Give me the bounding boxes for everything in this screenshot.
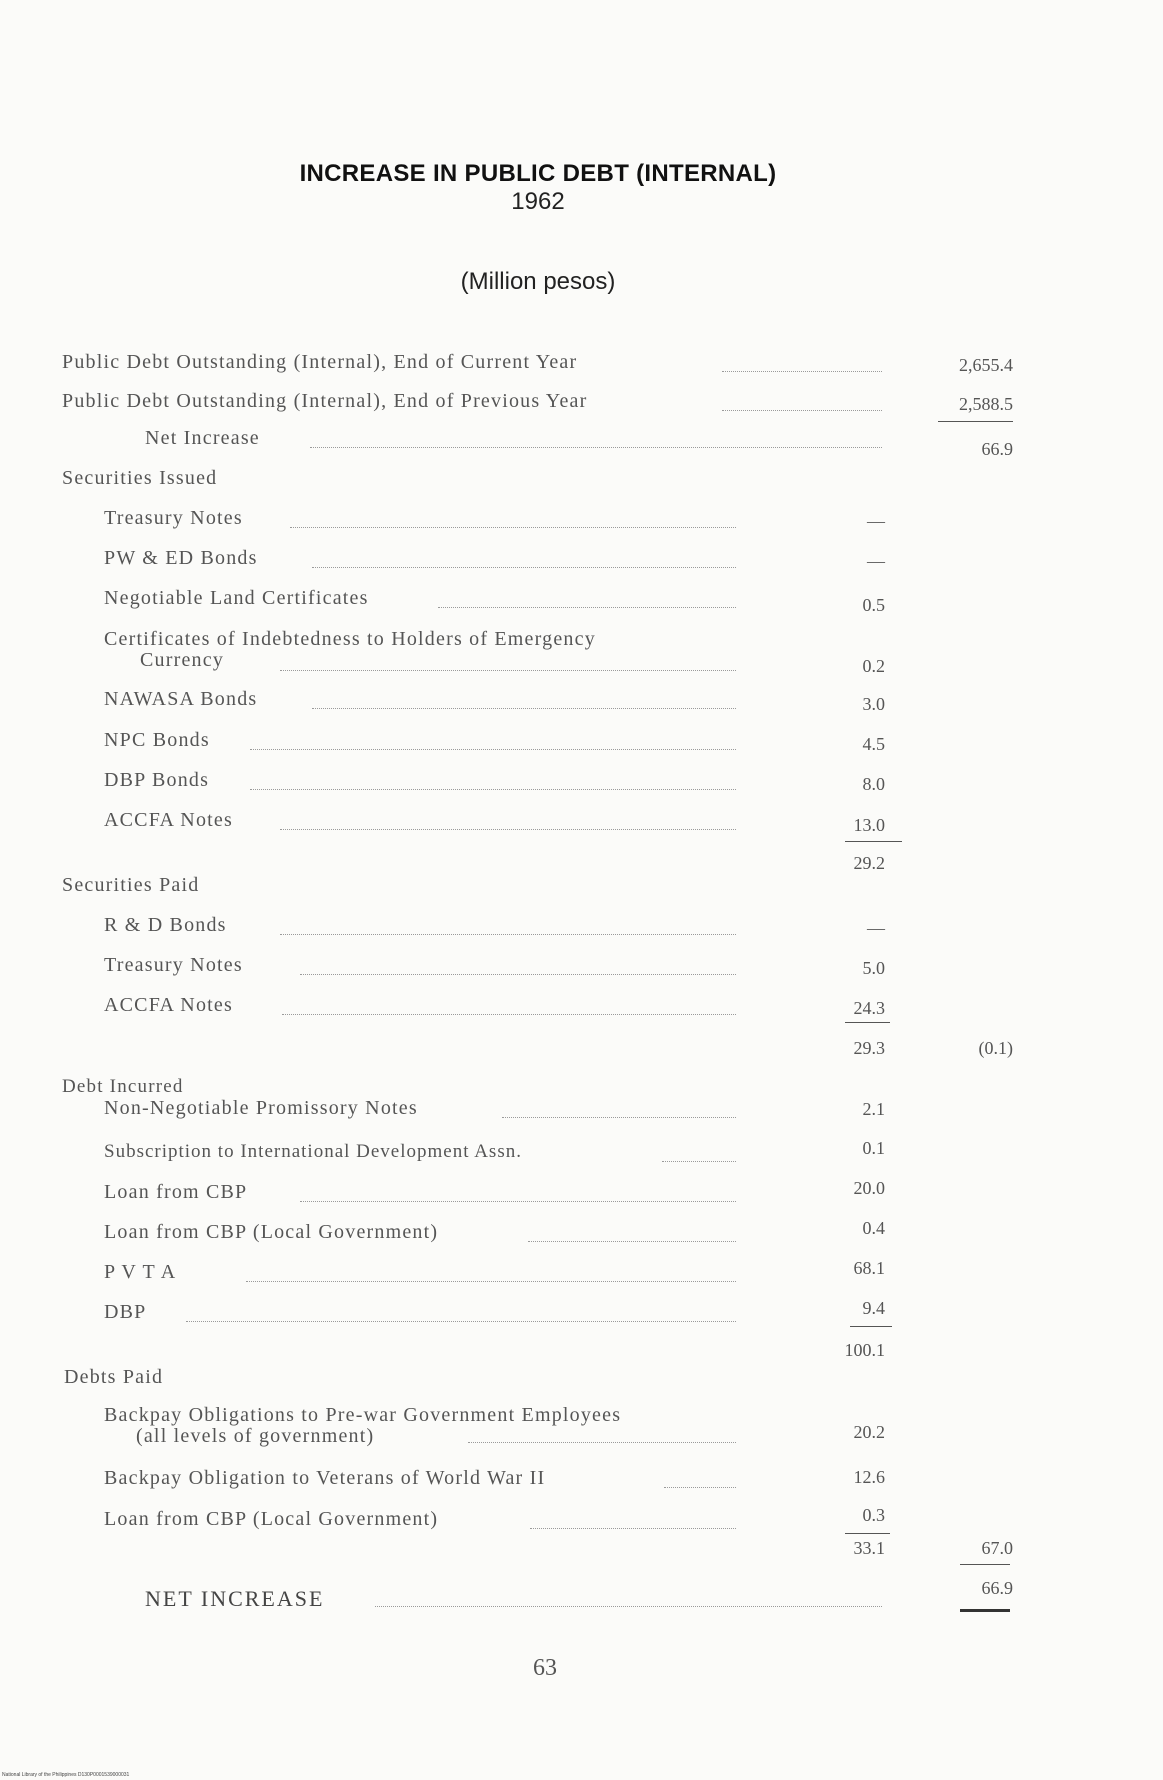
dot-leader	[530, 1528, 736, 1529]
row-value: 0.5	[862, 595, 885, 615]
dot-leader	[246, 1281, 736, 1282]
dot-leader	[280, 829, 736, 830]
row-label: Backpay Obligation to Veterans of World War II	[104, 1467, 546, 1489]
page-title: INCREASE IN PUBLIC DEBT (INTERNAL)	[299, 160, 777, 187]
table-row	[0, 1298, 1163, 1327]
row-label: Loan from CBP (Local Government)	[104, 1508, 439, 1530]
row-label-continued: Currency	[140, 649, 225, 671]
table-row	[0, 1218, 1163, 1247]
summary-previous-row	[0, 390, 1163, 416]
units-caption: (Million pesos)	[460, 268, 616, 295]
table-row	[0, 1258, 1163, 1287]
row-value: 24.3	[853, 998, 885, 1018]
row-label: ACCFA Notes	[104, 809, 233, 831]
dot-leader	[664, 1487, 736, 1488]
library-footer: National Library of the Philippines D130P0001539000031	[2, 1772, 130, 1778]
row-label: Backpay Obligations to Pre-war Government Employees	[104, 1404, 622, 1426]
row-value: 5.0	[862, 958, 885, 978]
row-label: PW & ED Bonds	[104, 547, 258, 569]
dot-leader	[186, 1321, 736, 1322]
row-value: 68.1	[853, 1258, 885, 1278]
row-label: Certificates of Indebtedness to Holders of Emergency	[104, 628, 596, 650]
row-label: Public Debt Outstanding (Internal), End of Previous Year	[62, 390, 588, 412]
table-row	[0, 1404, 1163, 1452]
row-value: —	[867, 918, 885, 938]
table-row	[0, 507, 1163, 533]
difference-debts: 67.0	[981, 1538, 1013, 1558]
row-value: 8.0	[862, 774, 885, 794]
row-value: 2.1	[862, 1099, 885, 1119]
subtotal-rule	[938, 421, 1013, 422]
dot-leader	[300, 974, 736, 975]
row-label: Non-Negotiable Promissory Notes	[104, 1097, 418, 1119]
row-value: 20.2	[853, 1422, 885, 1442]
dot-leader	[280, 670, 736, 671]
row-value: 66.9	[981, 439, 1013, 459]
table-row	[0, 954, 1163, 980]
row-label: NPC Bonds	[104, 729, 210, 751]
row-value: 3.0	[862, 694, 885, 714]
page-year: 1962	[511, 188, 565, 215]
row-label: NAWASA Bonds	[104, 688, 258, 710]
row-label: Negotiable Land Certificates	[104, 587, 369, 609]
row-label-continued: (all levels of government)	[136, 1425, 375, 1447]
table-row	[0, 547, 1163, 573]
row-label: Public Debt Outstanding (Internal), End of Current Year	[62, 351, 578, 373]
summary-current-row	[0, 351, 1163, 377]
subtotal-securities-paid: 29.3	[853, 1038, 885, 1058]
section-heading-debt-incurred: Debt Incurred	[62, 1076, 184, 1097]
dot-leader	[468, 1442, 736, 1443]
subtotal-rule	[845, 841, 902, 842]
subtotal-debts-paid: 33.1	[853, 1538, 885, 1558]
table-row	[0, 688, 1163, 714]
net-increase-label: NET INCREASE	[145, 1586, 325, 1611]
row-label: Loan from CBP	[104, 1181, 248, 1203]
subtotal-rule	[845, 1533, 890, 1534]
table-row	[0, 994, 1163, 1020]
row-label: Subscription to International Development Assn.	[104, 1141, 522, 1162]
dot-leader	[312, 567, 736, 568]
dot-leader	[662, 1161, 736, 1162]
dot-leader	[502, 1117, 736, 1118]
row-value: 0.1	[862, 1138, 885, 1158]
row-label: Loan from CBP (Local Government)	[104, 1221, 439, 1243]
subtotal-rule	[845, 1022, 890, 1023]
row-label: ACCFA Notes	[104, 994, 233, 1016]
row-label: R & D Bonds	[104, 914, 227, 936]
row-label: DBP	[104, 1301, 147, 1323]
row-value: 13.0	[853, 815, 885, 835]
dot-leader	[282, 1014, 736, 1015]
row-value: 2,588.5	[959, 394, 1013, 414]
table-row	[0, 1178, 1163, 1207]
section-heading-debts-paid: Debts Paid	[64, 1366, 164, 1388]
row-value: 2,655.4	[959, 355, 1013, 375]
total-rule	[960, 1564, 1010, 1565]
table-row	[0, 809, 1163, 835]
subtotal-debt-incurred: 100.1	[844, 1340, 885, 1360]
row-value: 0.3	[862, 1505, 885, 1525]
row-value: 0.2	[862, 656, 885, 676]
dot-leader	[280, 934, 736, 935]
net-increase-value: 66.9	[981, 1578, 1013, 1598]
row-value: 9.4	[862, 1298, 885, 1318]
dot-leader	[375, 1606, 882, 1607]
dot-leader	[528, 1241, 736, 1242]
dot-leader	[312, 708, 736, 709]
table-row	[0, 769, 1163, 795]
table-row	[0, 914, 1163, 940]
dot-leader	[310, 447, 882, 448]
row-value: 4.5	[862, 734, 885, 754]
row-value: 12.6	[853, 1467, 885, 1487]
row-value: 0.4	[862, 1218, 885, 1238]
table-row	[0, 628, 1163, 676]
subtotal-securities-issued: 29.2	[853, 853, 885, 873]
table-row	[0, 587, 1163, 613]
row-value: —	[867, 551, 885, 571]
dot-leader	[722, 371, 882, 372]
dot-leader	[290, 527, 736, 528]
page-number: 63	[533, 1655, 557, 1681]
subtotal-rule	[850, 1326, 892, 1327]
table-row	[0, 1467, 1163, 1493]
difference-securities: (0.1)	[978, 1038, 1013, 1058]
double-total-rule	[960, 1609, 1010, 1612]
row-value: 20.0	[853, 1178, 885, 1198]
section-heading-securities-issued: Securities Issued	[62, 467, 218, 489]
section-heading-securities-paid: Securities Paid	[62, 874, 200, 896]
dot-leader	[250, 749, 736, 750]
summary-net-row	[0, 427, 1163, 459]
row-label: Net Increase	[145, 427, 260, 449]
dot-leader	[722, 410, 882, 411]
table-row	[0, 1505, 1163, 1534]
row-label: Treasury Notes	[104, 507, 243, 529]
table-row	[0, 1138, 1163, 1167]
table-row	[0, 1097, 1163, 1123]
dot-leader	[250, 789, 736, 790]
row-label: DBP Bonds	[104, 769, 210, 791]
dot-leader	[438, 607, 736, 608]
dot-leader	[300, 1201, 736, 1202]
table-row	[0, 729, 1163, 755]
row-label: Treasury Notes	[104, 954, 243, 976]
row-value: —	[867, 511, 885, 531]
row-label: P V T A	[104, 1261, 177, 1283]
